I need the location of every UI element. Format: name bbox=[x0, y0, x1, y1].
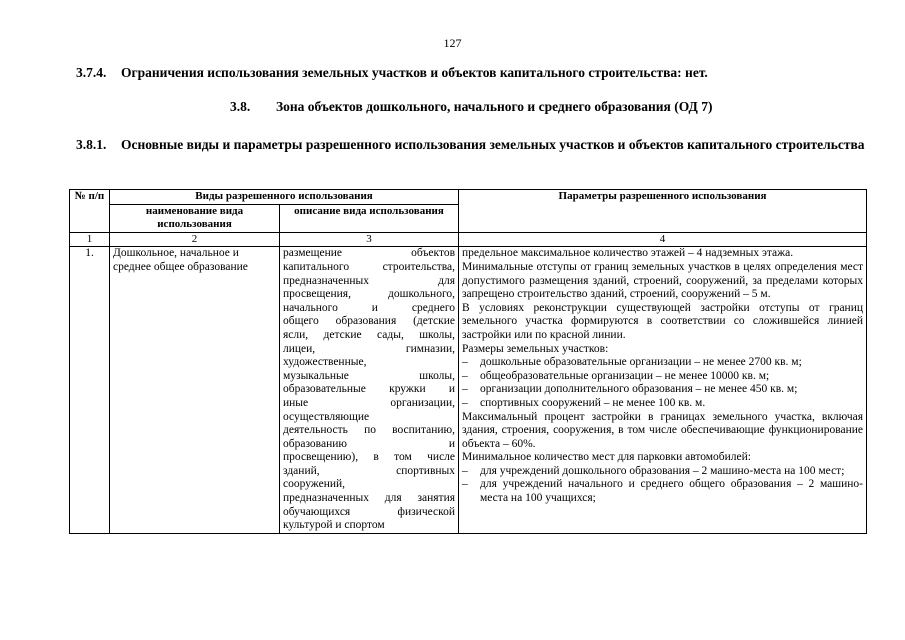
param-coverage: Максимальный процент застройки в границах земельного участка, включая здания, строения, сооружения, в том числе обеспечивающие функционирование объекта – 60%. bbox=[462, 410, 864, 450]
desc-line: просвещению), в том числе bbox=[283, 451, 456, 464]
desc-line: образованию и bbox=[283, 437, 456, 450]
desc-line: обучающихся физической bbox=[283, 505, 456, 518]
size-item: организации дополнительного образования – не менее 450 кв. м; bbox=[480, 383, 798, 396]
page-number: 127 bbox=[443, 36, 462, 50]
param-parking-title: Минимальное количество мест для парковки автомобилей: bbox=[462, 451, 752, 464]
desc-line: ясли, детские сады, школы, bbox=[283, 328, 456, 341]
heading-number: 3.8. bbox=[230, 99, 251, 114]
heading-text: Зона объектов дошкольного, начального и среднего образования (ОД 7) bbox=[276, 99, 713, 114]
desc-line: деятельность по воспитанию, bbox=[283, 424, 456, 437]
header-name: наименование вида использования bbox=[110, 204, 280, 232]
desc-line: начального и среднего bbox=[283, 301, 456, 314]
desc-line: иные организации, bbox=[283, 396, 456, 409]
param-floors: предельное максимальное количество этажей – 4 надземных этажа. bbox=[462, 247, 794, 260]
desc-line: предназначенных для bbox=[283, 274, 456, 287]
row-description bbox=[280, 247, 459, 533]
col-number: 2 bbox=[110, 232, 280, 247]
col-number: 3 bbox=[280, 232, 459, 247]
parking-item: для учреждений дошкольного образования – 2 машино-места на 100 мест; bbox=[480, 464, 845, 477]
col-number: 1 bbox=[70, 232, 110, 247]
header-params: Параметры разрешенного использования bbox=[459, 190, 867, 233]
list-item: – организации дополнительного образования – не менее 450 кв. м; bbox=[462, 383, 798, 396]
header-desc: описание вида использования bbox=[280, 204, 459, 232]
desc-line: сооружений, bbox=[283, 478, 346, 491]
param-reconstruction: В условиях реконструкции существующей застройки отступы от границ земельного участка формируются в соответствии со сложившейся линией застройки или по красной линии. bbox=[462, 301, 864, 341]
desc-line: музыкальные школы, bbox=[283, 369, 456, 382]
row-name: Дошкольное, начальное и среднее общее образование bbox=[110, 247, 280, 533]
heading-text: Основные виды и параметры разрешенного использования земельных участков и объектов капитального строительства bbox=[121, 137, 865, 152]
desc-line: культурой и спортом bbox=[283, 519, 385, 532]
desc-line: общего образования (детские bbox=[283, 315, 456, 328]
list-item: – общеобразовательные организации – не менее 10000 кв. м; bbox=[462, 369, 770, 382]
heading-3-7-4 bbox=[76, 64, 708, 81]
desc-line: художественные, bbox=[283, 356, 367, 369]
list-item: – дошкольные образовательные организации – не менее 2700 кв. м; bbox=[462, 356, 802, 369]
desc-line: зданий, спортивных bbox=[283, 464, 456, 477]
list-item: – для учреждений начального и среднего общего образования – 2 машино-места на 100 учащихся; bbox=[462, 478, 864, 505]
table-row bbox=[70, 247, 867, 533]
header-group: Виды разрешенного использования bbox=[110, 190, 459, 205]
heading-number: 3.8.1. bbox=[76, 137, 107, 152]
param-sizes-title: Размеры земельных участков: bbox=[462, 342, 609, 355]
heading-number: 3.7.4. bbox=[76, 65, 107, 80]
param-setbacks: Минимальные отступы от границ земельных участков в целях определения мест допустимого размещения зданий, строений, сооружений, за пределами которых запрещено строительство зданий, строений, сооружений – 5 м. bbox=[462, 260, 864, 301]
column-number-row bbox=[70, 232, 867, 247]
size-item: общеобразовательные организации – не менее 10000 кв. м; bbox=[480, 369, 770, 382]
desc-line: предназначенных для занятия bbox=[283, 492, 456, 505]
desc-line: просвещения, дошкольного, bbox=[283, 288, 456, 301]
desc-line: размещение объектов bbox=[283, 247, 456, 260]
row-num: 1. bbox=[70, 247, 110, 533]
header-num: № п/п bbox=[70, 190, 110, 233]
heading-text: Ограничения использования земельных участков и объектов капитального строительства: нет. bbox=[121, 65, 708, 80]
table-header-row bbox=[70, 190, 867, 205]
size-item: спортивных сооружений – не менее 100 кв. м. bbox=[480, 396, 706, 409]
parking-item: для учреждений начального и среднего общего образования – 2 машино-места на 100 учащихся; bbox=[480, 478, 864, 505]
heading-3-8 bbox=[230, 98, 712, 115]
list-item: – для учреждений дошкольного образования – 2 машино-места на 100 мест; bbox=[462, 464, 845, 477]
list-item: – спортивных сооружений – не менее 100 кв. м. bbox=[462, 396, 706, 409]
heading-3-8-1 bbox=[76, 136, 866, 153]
desc-line: образовательные кружки и bbox=[283, 383, 456, 396]
size-item: дошкольные образовательные организации – не менее 2700 кв. м; bbox=[480, 356, 802, 369]
col-number: 4 bbox=[459, 232, 867, 247]
desc-line: капитального строительства, bbox=[283, 260, 456, 273]
row-params bbox=[459, 247, 867, 533]
desc-line: лицеи, гимназии, bbox=[283, 342, 456, 355]
permitted-use-table bbox=[69, 189, 867, 534]
desc-line: осуществляющие bbox=[283, 410, 370, 423]
